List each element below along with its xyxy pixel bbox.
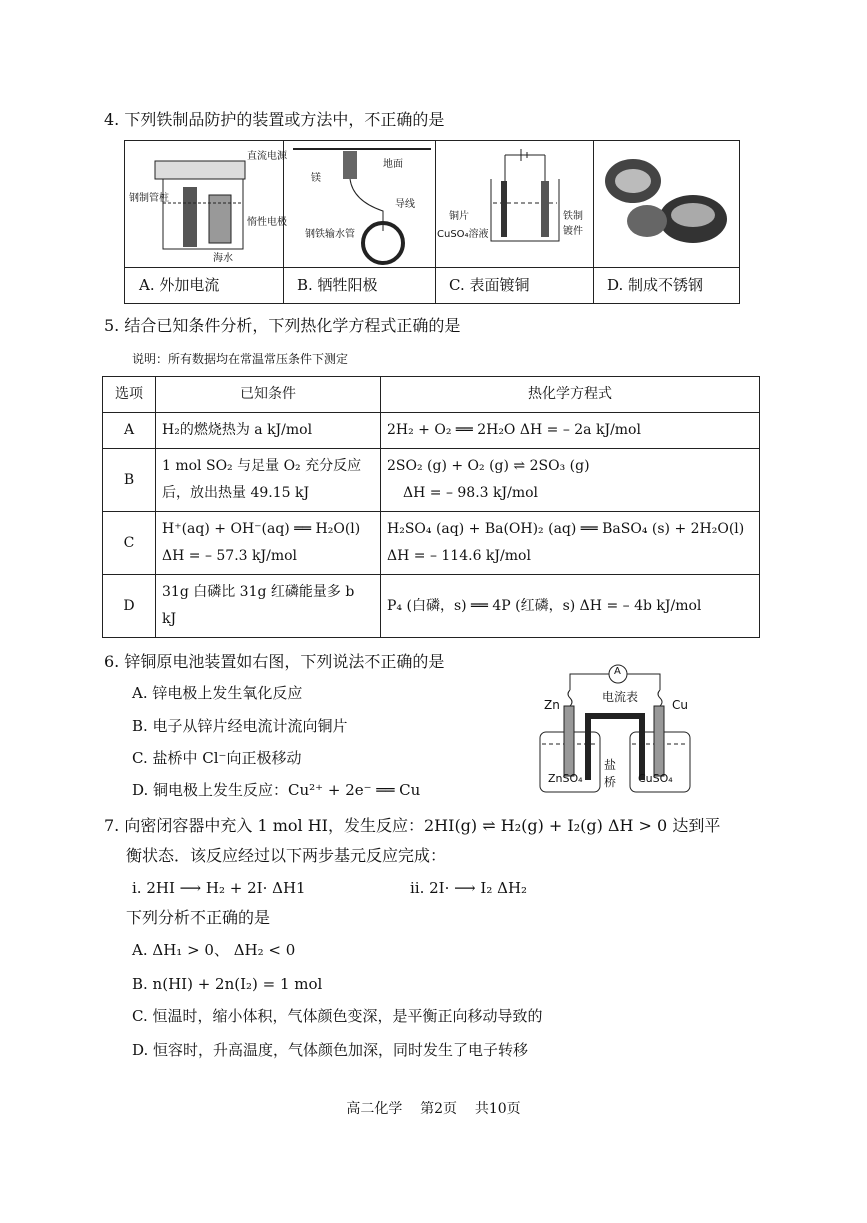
condition-line: H⁺(aq) + OH⁻(aq) ══ H₂O(l) bbox=[162, 521, 361, 537]
row-condition bbox=[156, 449, 381, 512]
q4-stem: 4. 下列铁制品防护的装置或方法中，不正确的是 bbox=[104, 110, 445, 129]
equation-line: H₂SO₄ (aq) + Ba(OH)₂ (aq) ══ BaSO₄ (s) + 2H₂O(l) bbox=[387, 521, 745, 537]
q5-table bbox=[102, 376, 760, 638]
equation-line: P₄ (白磷，s) ══ 4P (红磷，s) ΔH = – 4b kJ/mol bbox=[387, 597, 702, 614]
q7-subquestion: 下列分析不正确的是 bbox=[126, 908, 271, 927]
salt-bridge-label: 盐桥 bbox=[604, 758, 617, 789]
row-equation bbox=[381, 575, 760, 638]
q4-caption-c: C. 表面镀铜 bbox=[435, 267, 593, 304]
q4-caption-d: D. 制成不锈钢 bbox=[593, 267, 739, 304]
q6-option-a: A. 锌电极上发生氧化反应 bbox=[132, 684, 303, 702]
label-copper-sheet: 铜片 bbox=[449, 211, 469, 222]
q7-option-d: D. 恒容时，升高温度，气体颜色加深，同时发生了电子转移 bbox=[132, 1041, 529, 1059]
row-option: A bbox=[103, 413, 156, 449]
row-condition bbox=[156, 413, 381, 449]
label-inert-electrode: 惰性电极 bbox=[247, 217, 287, 228]
header-condition: 已知条件 bbox=[156, 377, 381, 413]
q4-figure-b bbox=[283, 141, 436, 303]
condition-line: ΔH = – 57.3 kJ/mol bbox=[162, 548, 298, 564]
q6-option-d: D. 铜电极上发生反应：Cu²⁺ + 2e⁻ ══ Cu bbox=[132, 781, 421, 799]
row-option: B bbox=[103, 449, 156, 512]
label-ground: 地面 bbox=[383, 159, 403, 170]
q6-option-b: B. 电子从锌片经电流计流向铜片 bbox=[132, 717, 348, 735]
condition-line: 后，放出热量 49.15 kJ bbox=[162, 485, 310, 501]
row-condition bbox=[156, 512, 381, 575]
znso4-label: ZnSO₄ bbox=[548, 772, 583, 785]
q5-note: 说明：所有数据均在常温常压条件下测定 bbox=[132, 352, 349, 366]
row-option: C bbox=[103, 512, 156, 575]
q4-figure-a bbox=[125, 141, 287, 303]
q7-stem-line2: 衡状态．该反应经过以下两步基元反应完成： bbox=[126, 846, 447, 865]
label-steel-pile: 钢制管桩 bbox=[129, 193, 169, 204]
label-dc-power: 直流电源 bbox=[247, 151, 287, 162]
label-seawater: 海水 bbox=[213, 253, 233, 264]
q7-option-a: A. ΔH₁ > 0、 ΔH₂ < 0 bbox=[132, 941, 296, 959]
condition-line: kJ bbox=[162, 611, 177, 627]
zinc-copper-cell-diagram bbox=[530, 660, 700, 800]
row-equation bbox=[381, 413, 760, 449]
condition-line: H₂的燃烧热为 a kJ/mol bbox=[162, 422, 313, 438]
table-header-row bbox=[103, 377, 760, 413]
ammeter-symbol: A bbox=[614, 666, 621, 677]
q4-figure-table bbox=[124, 140, 740, 304]
label-cuso4-solution: CuSO₄溶液 bbox=[437, 229, 489, 240]
copper-label: Cu bbox=[672, 698, 688, 712]
q7-step-2: ⅱ. 2I· ⟶ I₂ ΔH₂ bbox=[410, 879, 528, 897]
q4-caption-a: A. 外加电流 bbox=[125, 267, 283, 304]
label-wire: 导线 bbox=[395, 199, 415, 210]
equation-line: 2SO₂ (g) + O₂ (g) ⇌ 2SO₃ (g) bbox=[387, 458, 590, 474]
equation-line: 2H₂ + O₂ ══ 2H₂O ΔH = – 2a kJ/mol bbox=[387, 422, 641, 438]
q7-stem-line1: 7. 向密闭容器中充入 1 mol HI，发生反应：2HI(g) ⇌ H₂(g) + I₂(g) ΔH > 0 达到平 bbox=[104, 816, 721, 835]
ammeter-label: 电流表 bbox=[602, 690, 639, 704]
q6-option-c: C. 盐桥中 Cl⁻向正极移动 bbox=[132, 749, 302, 767]
label-iron-part: 铁制镀件 bbox=[563, 211, 583, 237]
q6-stem: 6. 锌铜原电池装置如右图，下列说法不正确的是 bbox=[104, 652, 445, 671]
header-option: 选项 bbox=[103, 377, 156, 413]
table-row bbox=[103, 575, 760, 638]
table-row bbox=[103, 413, 760, 449]
equation-line: ΔH = – 114.6 kJ/mol bbox=[387, 548, 531, 564]
electroplating-diagram bbox=[435, 141, 593, 267]
label-steel-pipe: 钢铁输水管 bbox=[305, 229, 355, 240]
q5-stem: 5. 结合已知条件分析，下列热化学方程式正确的是 bbox=[104, 316, 461, 335]
zinc-label: Zn bbox=[544, 698, 560, 712]
equation-line: ΔH = – 98.3 kJ/mol bbox=[403, 485, 539, 501]
cuso4-label: CuSO₄ bbox=[638, 772, 673, 785]
header-equation: 热化学方程式 bbox=[381, 377, 760, 413]
q7-option-c: C. 恒温时，缩小体积，气体颜色变深，是平衡正向移动导致的 bbox=[132, 1007, 543, 1025]
q7-step-1: ⅰ. 2HI ⟶ H₂ + 2I· ΔH1 bbox=[132, 879, 306, 897]
page-footer: 高二化学 第2页 共10页 bbox=[346, 1101, 521, 1117]
q7-option-b: B. n(HI) + 2n(I₂) = 1 mol bbox=[132, 975, 323, 993]
row-equation bbox=[381, 512, 760, 575]
label-magnesium: 镁 bbox=[311, 173, 321, 184]
stainless-bowls-photo bbox=[593, 141, 739, 267]
row-equation bbox=[381, 449, 760, 512]
q4-figure-c bbox=[435, 141, 594, 303]
q4-caption-b: B. 牺牲阳极 bbox=[283, 267, 435, 304]
q4-figure-d bbox=[593, 141, 739, 303]
table-row bbox=[103, 449, 760, 512]
condition-line: 1 mol SO₂ 与足量 O₂ 充分反应 bbox=[162, 458, 362, 474]
condition-line: 31g 白磷比 31g 红磷能量多 b bbox=[162, 584, 355, 600]
row-condition bbox=[156, 575, 381, 638]
table-row bbox=[103, 512, 760, 575]
row-option: D bbox=[103, 575, 156, 638]
